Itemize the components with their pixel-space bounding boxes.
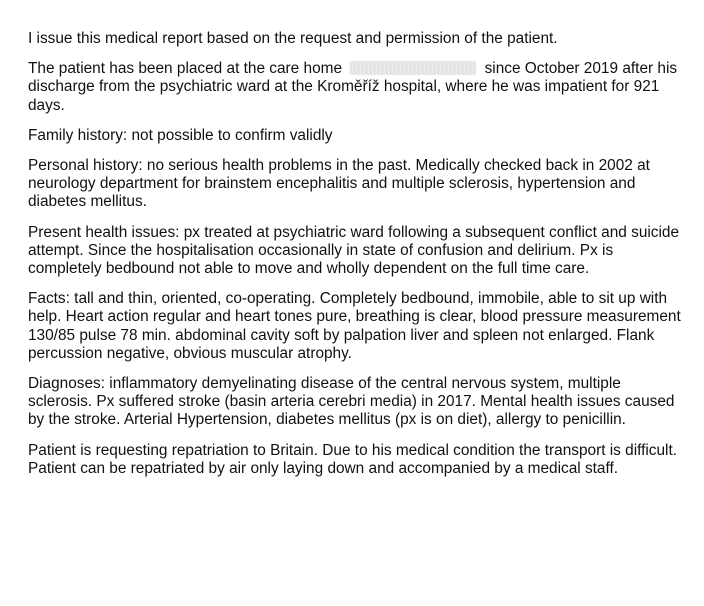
paragraph-family-history: Family history: not possible to confirm validly	[28, 126, 333, 144]
placement-text-start: The patient has been placed at the care home	[28, 60, 343, 78]
redacted-care-home-name	[350, 61, 476, 75]
paragraph-repatriation: Patient is requesting repatriation to Britain. Due to his medical condition the transport is difficult. Patient can be repatriated by air only laying down and accompanied by a medical staff.	[28, 441, 678, 477]
placement-text-rest: after his discharge from the psychiatric ward at the Kroměříž hospital, where he was impatient for 921 days.	[28, 60, 678, 114]
medical-report-document	[28, 30, 688, 478]
paragraph-personal-history: Personal history: no serious health problems in the past. Medically checked back in 2002 at neurology department for brainstem encephalitis and multiple sclerosis, hypertension and diabetes mellitus.	[28, 157, 650, 211]
placement-text-since: since October 2019	[484, 60, 619, 78]
paragraph-placement	[28, 60, 688, 115]
paragraph-facts: Facts: tall and thin, oriented, co-operating. Completely bedbound, immobile, able to sit up with help. Heart action regular and heart tones pure, breathing is clear, blood pressure measurement 130/85 pulse 78 min. abdominal cavity soft by palpation liver and spleen not enlarged. Flank percussion negative, obvious muscular atrophy.	[28, 290, 681, 362]
paragraph-diagnoses: Diagnoses: inflammatory demyelinating disease of the central nervous system, multiple sclerosis. Px suffered stroke (basin arteria cerebri media) in 2017. Mental health issues caused by the stroke. Arterial Hypertension, diabetes mellitus (px is on diet), allergy to penicillin.	[28, 375, 675, 429]
paragraph-present-health-issues: Present health issues: px treated at psychiatric ward following a subsequent conflict and suicide attempt. Since the hospitalisation occasionally in state of confusion and delirium. Px is completely bedbound not able to move and wholly dependent on the full time care.	[28, 223, 680, 278]
paragraph-consent: I issue this medical report based on the request and permission of the patient.	[28, 30, 558, 47]
